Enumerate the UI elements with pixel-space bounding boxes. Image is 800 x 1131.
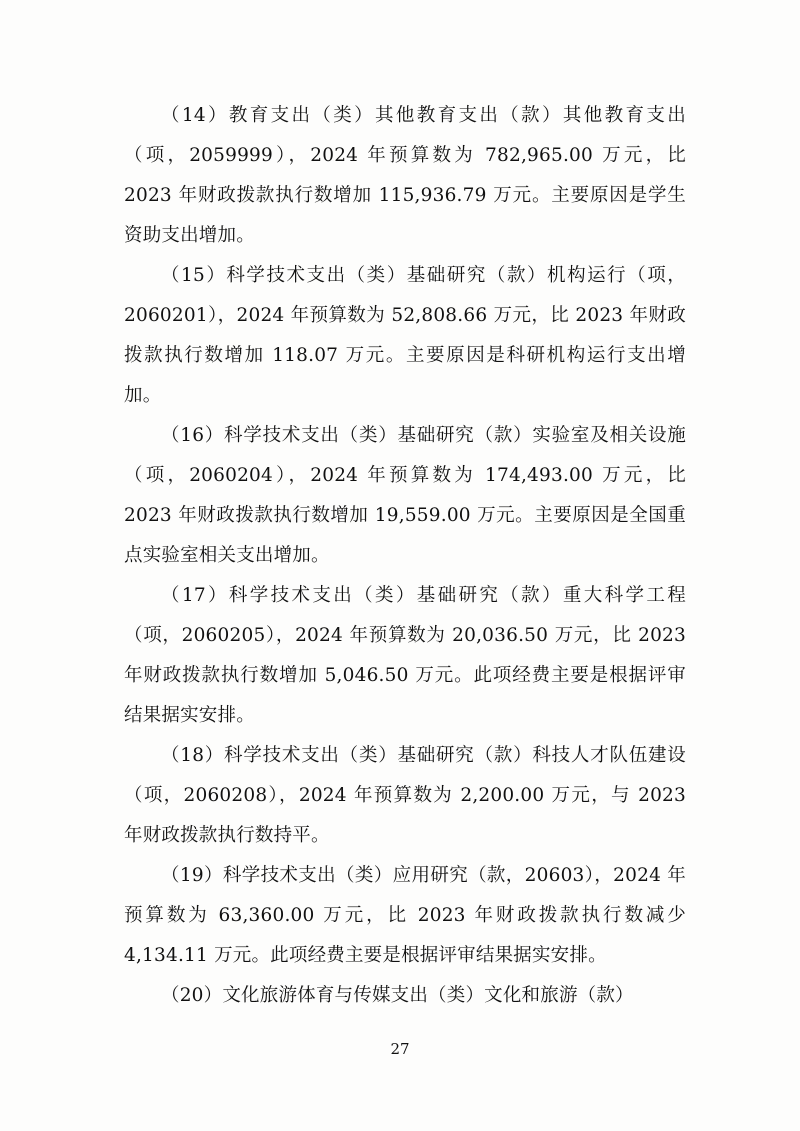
document-body <box>124 96 686 1016</box>
paragraph: （14）教育支出（类）其他教育支出（款）其他教育支出（项，2059999），2024 年预算数为 782,965.00 万元，比 2023 年财政拨款执行数增加 115,936.79 万元。主要原因是学生资助支出增加。 <box>124 105 686 246</box>
paragraph: （16）科学技术支出（类）基础研究（款）实验室及相关设施（项，2060204），2024 年预算数为 174,493.00 万元，比 2023 年财政拨款执行数增加 19,559.00 万元。主要原因是全国重点实验室相关支出增加。 <box>124 425 686 566</box>
paragraph: （17）科学技术支出（类）基础研究（款）重大科学工程（项，2060205），2024 年预算数为 20,036.50 万元，比 2023 年财政拨款执行数增加 5,046.50 万元。此项经费主要是根据评审结果据实安排。 <box>124 585 686 726</box>
paragraph: （20）文化旅游体育与传媒支出（类）文化和旅游（款） <box>161 985 634 1006</box>
paragraph: （15）科学技术支出（类）基础研究（款）机构运行（项，2060201），2024 年预算数为 52,808.66 万元，比 2023 年财政拨款执行数增加 118.07 万元。主要原因是科研机构运行支出增加。 <box>124 265 686 406</box>
paragraph: （19）科学技术支出（类）应用研究（款，20603），2024 年预算数为 63,360.00 万元，比 2023 年财政拨款执行数减少 4,134.11 万元。此项经费主要是根据评审结果据实安排。 <box>124 865 686 966</box>
paragraph: （18）科学技术支出（类）基础研究（款）科技人才队伍建设（项，2060208），2024 年预算数为 2,200.00 万元，与 2023 年财政拨款执行数持平。 <box>124 745 686 846</box>
page-number: 27 <box>390 1040 410 1058</box>
